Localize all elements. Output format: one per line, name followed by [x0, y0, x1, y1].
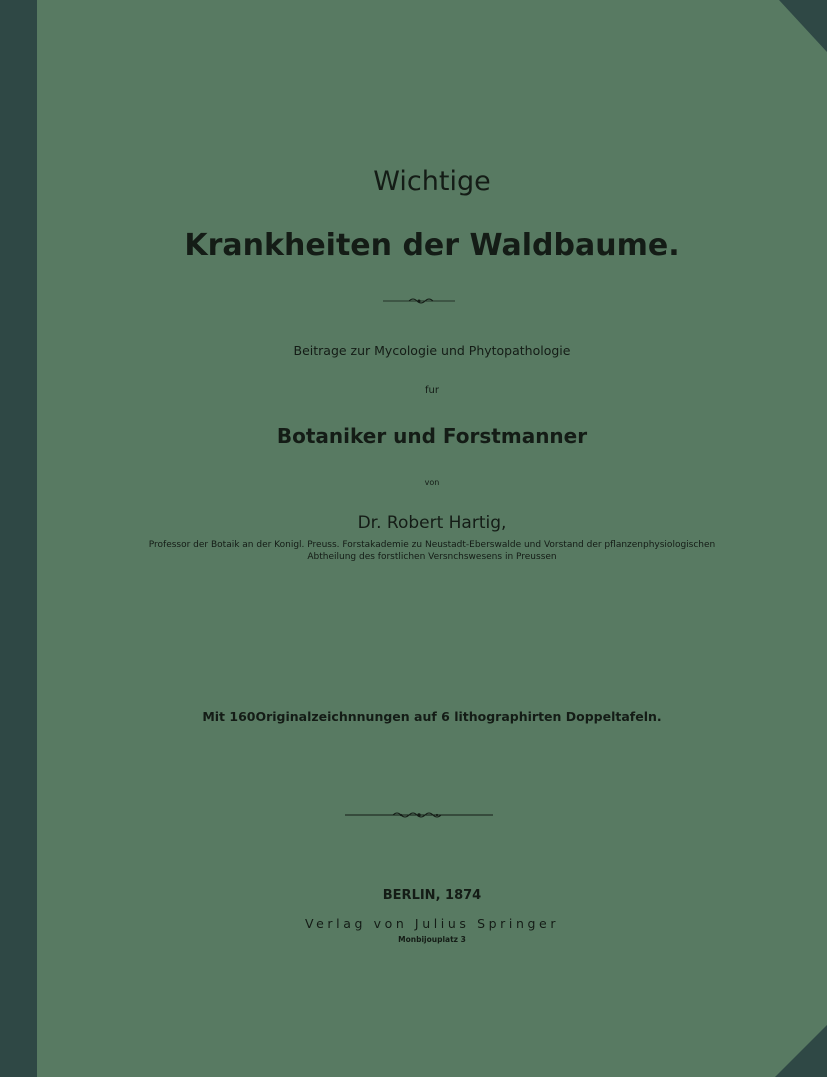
subtitle: Beitrage zur Mycologie und Phytopathologie	[293, 343, 571, 358]
audience-title: Botaniker und Forstmanner	[276, 424, 588, 448]
author-title-line-2: Abtheilung des forstlichen Versnchswesens in Preussen	[307, 552, 557, 562]
publisher: Verlag von Julius Springer	[304, 916, 560, 931]
author-name: Dr. Robert Hartig,	[357, 513, 507, 533]
by-word: von	[424, 478, 440, 487]
cover-corner-bottom	[775, 1025, 827, 1077]
author-title-line-1: Professor der Botaik an der Konigl. Preuss. Forstakademie zu Neustadt-Eberswalde und Vorstand der pflanzenphysiologischen	[148, 540, 716, 550]
publisher-address: Monbijouplatz 3	[398, 935, 466, 944]
ornament-divider-top	[383, 295, 455, 307]
cover-corner-top	[779, 0, 827, 52]
illustrations-note: Mit 160Originalzeichnnungen auf 6 lithographirten Doppeltafeln.	[202, 709, 662, 724]
place-year: BERLIN, 1874	[382, 888, 482, 903]
title-line-1: Wichtige	[373, 166, 491, 197]
ornament-divider-bottom	[345, 809, 493, 821]
for-word: fur	[425, 385, 439, 396]
book-spine	[0, 0, 37, 1077]
title-line-2: Krankheiten der Waldbaume.	[184, 228, 680, 263]
